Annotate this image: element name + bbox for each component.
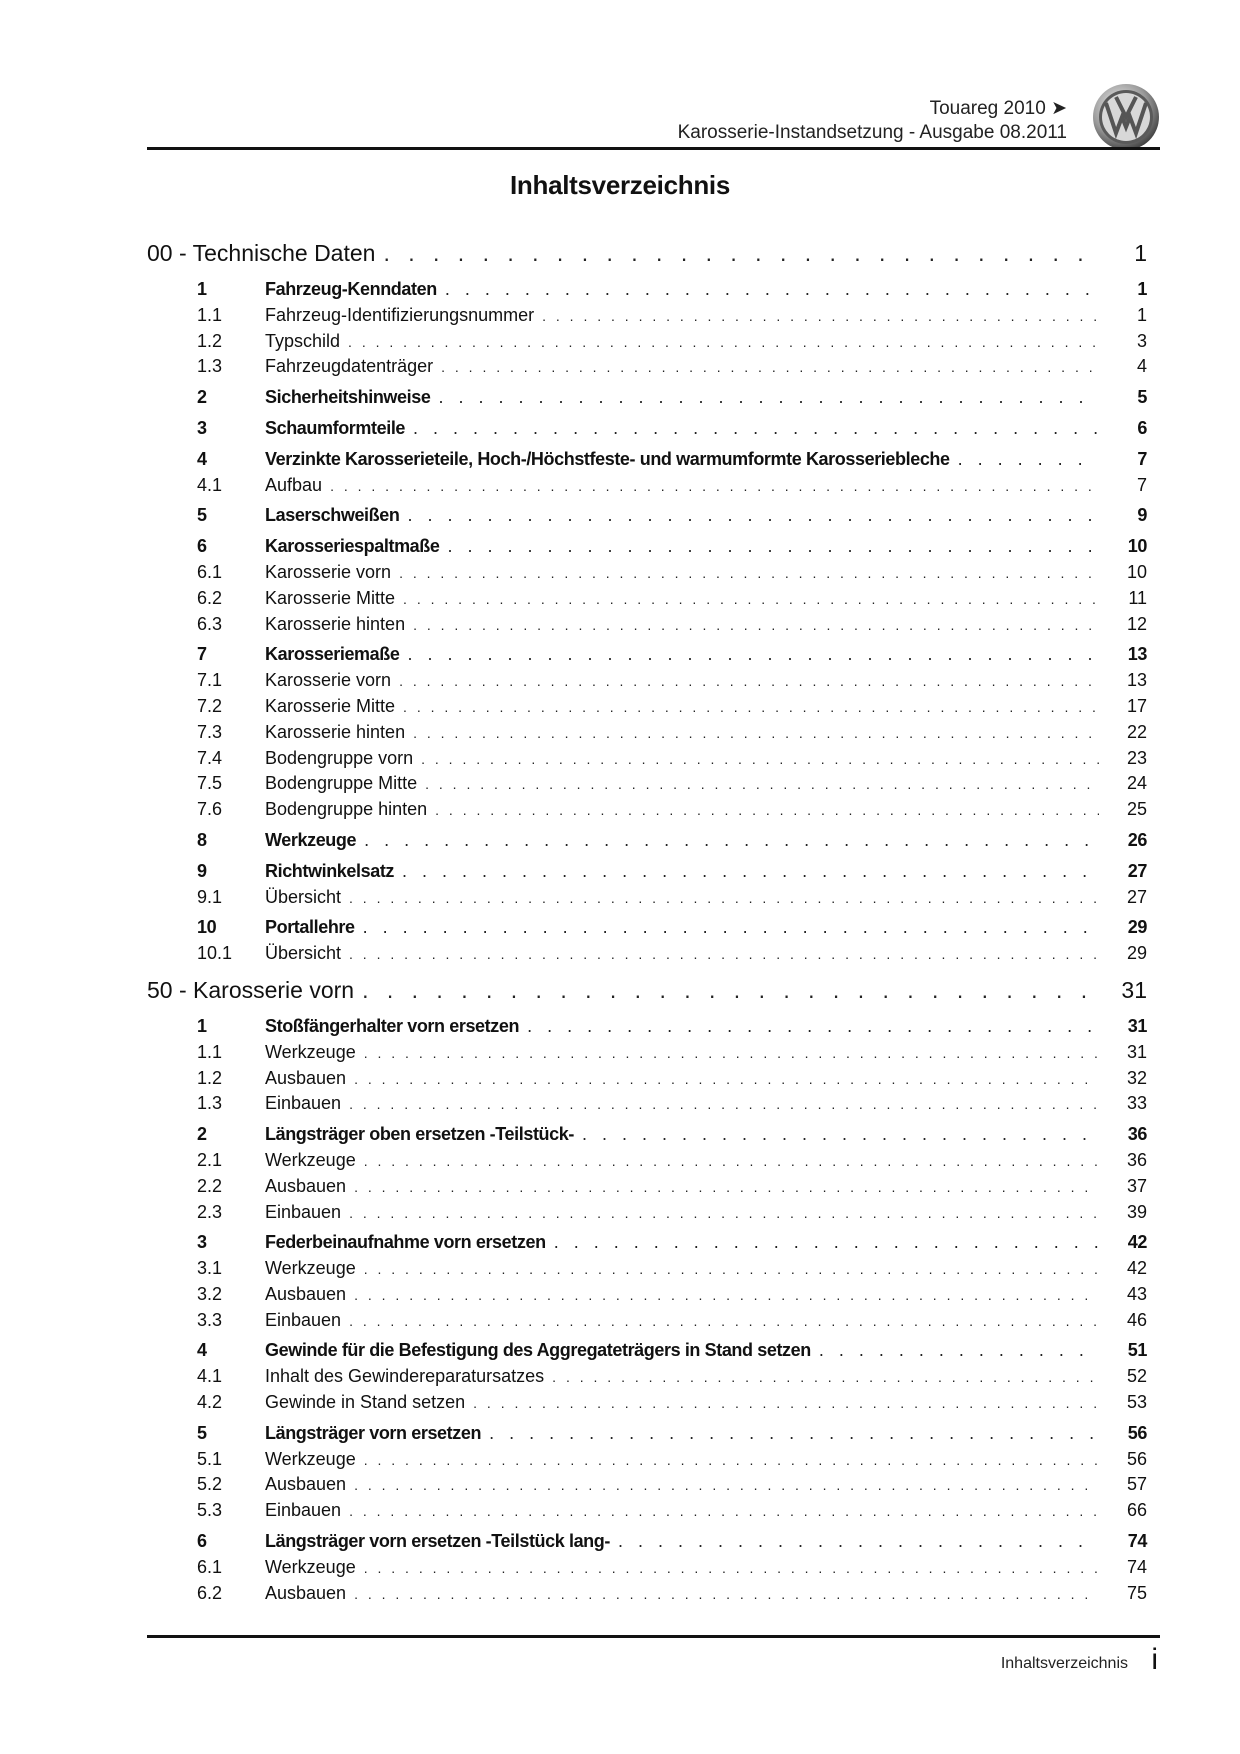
toc-entry-number: 6.2 bbox=[197, 1582, 223, 1603]
toc-entry-page[interactable]: 39 bbox=[1126, 1201, 1147, 1222]
toc-entry-number: 5 bbox=[197, 505, 207, 526]
toc-entry-section[interactable] bbox=[147, 1423, 1147, 1449]
toc-entry-page[interactable]: 74 bbox=[1126, 1556, 1147, 1577]
toc-entry-section[interactable] bbox=[147, 505, 1147, 531]
dot-leader bbox=[349, 1503, 1099, 1519]
toc-entry-title[interactable]: Werkzeuge bbox=[265, 1448, 356, 1469]
toc-entry-number: 3.2 bbox=[197, 1283, 223, 1304]
toc-entry-title[interactable]: Einbauen bbox=[265, 1309, 342, 1330]
toc-entry-title[interactable]: Federbeinaufnahme vorn ersetzen bbox=[265, 1232, 546, 1253]
toc-entry-sub[interactable] bbox=[147, 1474, 1147, 1500]
dot-leader bbox=[542, 308, 1099, 324]
toc-entry-page[interactable]: 9 bbox=[1137, 505, 1147, 526]
toc-entry-page[interactable]: 7 bbox=[1137, 448, 1147, 469]
dot-leader bbox=[618, 1531, 1099, 1552]
toc-entry-number: 4.1 bbox=[197, 474, 223, 495]
page-title: Inhaltsverzeichnis bbox=[509, 170, 731, 200]
toc-entry-section[interactable] bbox=[147, 418, 1147, 444]
toc-entry-section[interactable] bbox=[147, 536, 1147, 562]
toc-entry-page[interactable]: 26 bbox=[1127, 829, 1147, 850]
toc-entry-number: 3 bbox=[197, 1232, 207, 1253]
toc-entry-number: 6 bbox=[197, 1531, 207, 1552]
dot-leader bbox=[413, 617, 1099, 633]
toc-entry-page[interactable]: 27 bbox=[1126, 886, 1147, 907]
toc-entry-number: 6.1 bbox=[197, 561, 223, 582]
toc-entry-section[interactable] bbox=[147, 917, 1147, 943]
toc-entry-title[interactable]: Übersicht bbox=[265, 886, 342, 907]
toc-entry-sub[interactable] bbox=[147, 1449, 1147, 1475]
toc-entry-title[interactable]: Werkzeuge bbox=[265, 1556, 356, 1577]
toc-entry-title[interactable]: Typschild bbox=[265, 330, 341, 351]
toc-entry-page[interactable]: 3 bbox=[1136, 330, 1147, 351]
dot-leader bbox=[362, 977, 1099, 1004]
toc-entry-sub[interactable] bbox=[147, 1500, 1147, 1526]
toc-entry-number: 4.1 bbox=[197, 1366, 223, 1387]
toc-entry-title[interactable]: Bodengruppe hinten bbox=[265, 799, 428, 820]
toc-entry-number: 6.2 bbox=[197, 587, 223, 608]
toc-entry-title[interactable]: Verzinkte Karosserieteile, Hoch-/Höchstfeste- und warmumformte Karosseriebleche bbox=[265, 448, 950, 469]
toc-entry-page[interactable]: 51 bbox=[1127, 1340, 1147, 1361]
toc-entry-page[interactable]: 66 bbox=[1126, 1500, 1147, 1521]
dot-leader bbox=[552, 1369, 1099, 1385]
toc-entry-page[interactable]: 25 bbox=[1126, 799, 1147, 820]
toc-entry-number: 6 bbox=[197, 536, 207, 557]
dot-leader bbox=[527, 1016, 1099, 1037]
toc-entry-title[interactable]: Bodengruppe vorn bbox=[265, 747, 414, 768]
dot-leader bbox=[349, 1313, 1099, 1329]
toc-entry-number: 4 bbox=[197, 448, 207, 469]
toc-entry-title[interactable]: Ausbauen bbox=[265, 1474, 347, 1495]
dot-leader bbox=[349, 946, 1099, 962]
toc-entry-sub[interactable] bbox=[147, 475, 1147, 501]
toc-entry-page[interactable]: 33 bbox=[1126, 1093, 1147, 1114]
toc-entry-title[interactable]: Bodengruppe Mitte bbox=[265, 773, 418, 794]
toc-entry-number: 5 bbox=[197, 1422, 207, 1443]
toc-entry-page[interactable]: 22 bbox=[1126, 721, 1147, 742]
toc-entry-title[interactable]: Aufbau bbox=[265, 474, 323, 495]
toc-entry-sub[interactable] bbox=[147, 614, 1147, 640]
toc-entry-sub[interactable] bbox=[147, 305, 1147, 331]
toc-entry-page[interactable]: 31 bbox=[1121, 976, 1147, 1003]
dot-leader bbox=[958, 449, 1099, 470]
toc-entry-sub[interactable] bbox=[147, 1583, 1147, 1609]
toc-entry-section[interactable] bbox=[147, 644, 1147, 670]
toc-entry-title[interactable]: Richtwinkelsatz bbox=[265, 860, 395, 881]
toc-entry-sub[interactable] bbox=[147, 943, 1147, 969]
toc-entry-page[interactable]: 46 bbox=[1126, 1309, 1147, 1330]
toc-entry-number: 1.2 bbox=[197, 330, 223, 351]
toc-entry-number: 3.1 bbox=[197, 1258, 223, 1279]
toc-entry-page[interactable]: 13 bbox=[1127, 644, 1147, 665]
toc-entry-page[interactable]: 10 bbox=[1126, 561, 1147, 582]
dot-leader bbox=[554, 1232, 1099, 1253]
toc-entry-page[interactable]: 53 bbox=[1126, 1392, 1147, 1413]
dot-leader bbox=[348, 334, 1099, 350]
toc-entry-page[interactable]: 1 bbox=[1136, 304, 1147, 325]
toc-entry-title[interactable]: Portallehre bbox=[265, 917, 355, 938]
dot-leader bbox=[407, 644, 1099, 665]
toc-entry-page[interactable]: 42 bbox=[1126, 1258, 1147, 1279]
toc-entry-number: 7.1 bbox=[197, 670, 223, 691]
toc-entry-number: 8 bbox=[197, 829, 207, 850]
dot-leader bbox=[354, 1586, 1099, 1602]
toc-entry-title[interactable]: Einbauen bbox=[265, 1201, 342, 1222]
toc-entry-number: 10.1 bbox=[197, 943, 233, 964]
toc-entry-page[interactable]: 13 bbox=[1126, 670, 1147, 691]
footer-rule bbox=[147, 1635, 1160, 1638]
toc-entry-sub[interactable] bbox=[147, 1366, 1147, 1392]
dot-leader bbox=[330, 478, 1099, 494]
toc-entry-number: 9 bbox=[197, 860, 207, 881]
toc-entry-sub[interactable] bbox=[147, 1202, 1147, 1228]
toc-entry-sub[interactable] bbox=[147, 331, 1147, 357]
toc-entry-number: 1 bbox=[197, 279, 207, 299]
footer-page-number: i bbox=[1151, 1643, 1158, 1676]
toc-entry-number: 1.1 bbox=[197, 304, 223, 325]
toc-entry-sub[interactable] bbox=[147, 696, 1147, 722]
page-header bbox=[147, 95, 1160, 155]
dot-leader bbox=[349, 890, 1099, 906]
header-rule bbox=[147, 147, 1160, 150]
toc-entry-number: 5.2 bbox=[197, 1474, 223, 1495]
toc-entry-title[interactable]: Karosserie hinten bbox=[265, 613, 406, 634]
vw-logo-icon bbox=[1092, 83, 1160, 151]
toc-entry-number: 1 bbox=[197, 1015, 207, 1036]
toc-entry-page[interactable]: 56 bbox=[1126, 1448, 1147, 1469]
toc-entry-title[interactable]: Karosseriespaltmaße bbox=[265, 536, 440, 557]
toc-entry-title[interactable]: Karosserie Mitte bbox=[265, 587, 396, 608]
toc-entry-number: 3.3 bbox=[197, 1309, 223, 1330]
dot-leader bbox=[349, 1096, 1099, 1112]
toc-entry-page[interactable]: 29 bbox=[1126, 943, 1147, 964]
toc-entry-section[interactable] bbox=[147, 279, 1147, 305]
toc-entry-title[interactable]: Karosserie vorn bbox=[265, 561, 392, 582]
toc-entry-page[interactable]: 12 bbox=[1126, 613, 1147, 634]
toc-entry-section[interactable] bbox=[147, 1016, 1147, 1042]
toc-entry-number: 2.2 bbox=[197, 1175, 223, 1196]
toc-entry-title[interactable]: Übersicht bbox=[265, 943, 342, 964]
toc-entry-section[interactable] bbox=[147, 1340, 1147, 1366]
dot-leader bbox=[413, 418, 1099, 439]
toc-entry-title[interactable]: Stoßfängerhalter vorn ersetzen bbox=[265, 1015, 520, 1036]
toc-entry-page[interactable]: 31 bbox=[1126, 1041, 1147, 1062]
toc-entry-title[interactable]: Ausbauen bbox=[265, 1582, 347, 1603]
footer-label: Inhaltsverzeichnis bbox=[1000, 1655, 1128, 1672]
dot-leader bbox=[364, 1045, 1099, 1061]
toc-entry-page[interactable]: 5 bbox=[1137, 387, 1147, 408]
dot-leader bbox=[425, 776, 1099, 792]
toc-entry-title[interactable]: Ausbauen bbox=[265, 1175, 347, 1196]
toc-entry-page[interactable]: 43 bbox=[1126, 1283, 1147, 1304]
toc-entry-page[interactable]: 75 bbox=[1126, 1582, 1147, 1603]
toc-entry-title[interactable]: Karosseriemaße bbox=[265, 644, 400, 665]
toc-entry-page[interactable]: 10 bbox=[1127, 536, 1147, 557]
toc-entry-sub[interactable] bbox=[147, 1176, 1147, 1202]
toc-entry-page[interactable]: 52 bbox=[1126, 1366, 1147, 1387]
toc-entry-title[interactable]: Inhalt des Gewindereparatursatzes bbox=[265, 1366, 545, 1387]
dot-leader bbox=[363, 917, 1099, 938]
toc-entry-number: 2 bbox=[197, 1124, 207, 1145]
header-subtitle: Karosserie-Instandsetzung - Ausgabe 08.2011 bbox=[677, 122, 1067, 143]
dot-leader bbox=[354, 1179, 1099, 1195]
toc-entry-number: 2.1 bbox=[197, 1149, 223, 1170]
toc-entry-sub[interactable] bbox=[147, 1310, 1147, 1336]
toc-entry-page[interactable]: 24 bbox=[1126, 773, 1147, 794]
toc-entry-title[interactable]: Längsträger oben ersetzen -Teilstück- bbox=[265, 1124, 574, 1145]
toc-entry-title[interactable]: Gewinde für die Befestigung des Aggregateträgers in Stand setzen bbox=[265, 1340, 811, 1361]
dot-leader bbox=[445, 279, 1099, 300]
toc-entry-number: 2 bbox=[197, 387, 207, 408]
dot-leader bbox=[407, 505, 1099, 526]
page-footer bbox=[147, 1635, 1160, 1676]
toc-entry-sub[interactable] bbox=[147, 773, 1147, 799]
toc-entry-page[interactable]: 31 bbox=[1127, 1015, 1147, 1036]
toc-entry-title[interactable]: Fahrzeugdatenträger bbox=[265, 356, 434, 377]
toc-entry-page[interactable]: 7 bbox=[1136, 474, 1147, 495]
toc-entry-page[interactable]: 23 bbox=[1126, 747, 1147, 768]
toc-entry-number: 5.1 bbox=[197, 1448, 223, 1469]
toc-entry-section[interactable] bbox=[147, 1531, 1147, 1557]
header-model: Touareg 2010 ➤ bbox=[929, 98, 1067, 119]
toc-entry-page[interactable]: 29 bbox=[1127, 917, 1147, 938]
toc-entry-title[interactable]: Längsträger vorn ersetzen bbox=[265, 1422, 482, 1443]
toc-entry-title[interactable]: Karosserie hinten bbox=[265, 721, 406, 742]
toc-entry-page[interactable]: 1 bbox=[1134, 240, 1147, 266]
toc-entry-number: 4.2 bbox=[197, 1392, 223, 1413]
toc-entry-section[interactable] bbox=[147, 1232, 1147, 1258]
toc-entry-page[interactable]: 36 bbox=[1127, 1124, 1147, 1145]
toc-entry-section[interactable] bbox=[147, 830, 1147, 856]
toc-entry-sub[interactable] bbox=[147, 1068, 1147, 1094]
toc-entry-title[interactable]: Sicherheitshinweise bbox=[265, 387, 431, 408]
dot-leader bbox=[435, 802, 1099, 818]
toc-entry-title[interactable]: Fahrzeug-Kenndaten bbox=[265, 279, 437, 299]
toc-entry-chapter[interactable] bbox=[147, 977, 1147, 1011]
toc-entry-sub[interactable] bbox=[147, 670, 1147, 696]
toc-entry-title[interactable]: Karosserie vorn bbox=[265, 670, 392, 691]
toc-entry-sub[interactable] bbox=[147, 799, 1147, 825]
dot-leader bbox=[354, 1477, 1099, 1493]
dot-leader bbox=[349, 1205, 1099, 1221]
dot-leader bbox=[438, 387, 1099, 408]
dot-leader bbox=[441, 359, 1099, 375]
toc-entry-section[interactable] bbox=[147, 387, 1147, 413]
toc-entry-number: 9.1 bbox=[197, 886, 223, 907]
toc-entry-number: 7.2 bbox=[197, 695, 223, 716]
toc-entry-number: 7 bbox=[197, 644, 207, 665]
dot-leader bbox=[364, 1153, 1099, 1169]
toc-entry-section[interactable] bbox=[147, 449, 1147, 475]
dot-leader bbox=[399, 565, 1099, 581]
toc-entry-title[interactable]: Werkzeuge bbox=[265, 829, 357, 850]
toc-entry-page[interactable]: 1 bbox=[1137, 279, 1147, 299]
toc-entry-page[interactable]: 32 bbox=[1126, 1067, 1147, 1088]
toc-entry-page[interactable]: 57 bbox=[1126, 1474, 1147, 1495]
dot-leader bbox=[364, 1452, 1099, 1468]
toc-entry-sub[interactable] bbox=[147, 562, 1147, 588]
toc-entry-number: 7.3 bbox=[197, 721, 223, 742]
toc-entry-chapter[interactable] bbox=[147, 240, 1147, 274]
dot-leader bbox=[448, 536, 1100, 557]
toc-entry-title[interactable]: 00 - Technische Daten bbox=[147, 240, 376, 266]
toc-entry-page[interactable]: 6 bbox=[1137, 417, 1147, 438]
dot-leader bbox=[421, 751, 1099, 767]
dot-leader bbox=[354, 1287, 1099, 1303]
toc-entry-number: 7.6 bbox=[197, 799, 223, 820]
toc-entry-number: 6.1 bbox=[197, 1556, 223, 1577]
toc-entry-page[interactable]: 27 bbox=[1127, 860, 1147, 881]
toc-entry-title[interactable]: Längsträger vorn ersetzen -Teilstück lang- bbox=[265, 1531, 610, 1552]
toc-entry-sub[interactable] bbox=[147, 1392, 1147, 1418]
toc-entry-sub[interactable] bbox=[147, 1150, 1147, 1176]
toc-entry-sub[interactable] bbox=[147, 588, 1147, 614]
toc-entry-number: 1.3 bbox=[197, 1093, 223, 1114]
toc-entry-sub[interactable] bbox=[147, 887, 1147, 913]
header-text bbox=[678, 97, 1067, 145]
toc-entry-page[interactable]: 17 bbox=[1126, 695, 1147, 716]
dot-leader bbox=[403, 699, 1099, 715]
dot-leader bbox=[403, 591, 1099, 607]
toc-entry-page[interactable]: 36 bbox=[1126, 1149, 1147, 1170]
toc-entry-title[interactable]: Ausbauen bbox=[265, 1283, 347, 1304]
dot-leader bbox=[399, 673, 1099, 689]
toc-entry-number: 2.3 bbox=[197, 1201, 223, 1222]
toc-entry-sub[interactable] bbox=[147, 1093, 1147, 1119]
dot-leader bbox=[413, 725, 1099, 741]
toc-entry-page[interactable]: 74 bbox=[1127, 1531, 1147, 1552]
toc-entry-title[interactable]: Werkzeuge bbox=[265, 1149, 356, 1170]
toc-entry-title[interactable]: Einbauen bbox=[265, 1093, 342, 1114]
toc-entry-number: 1.1 bbox=[197, 1041, 223, 1062]
toc-entry-number: 1.3 bbox=[197, 356, 223, 377]
dot-leader bbox=[364, 830, 1099, 851]
toc-entry-title[interactable]: Fahrzeug-Identifizierungsnummer bbox=[265, 304, 535, 325]
toc-entry-title[interactable]: Karosserie Mitte bbox=[265, 695, 396, 716]
toc-entry-title[interactable]: Laserschweißen bbox=[265, 505, 400, 526]
toc-entry-page[interactable]: 56 bbox=[1127, 1422, 1147, 1443]
toc-entry-section[interactable] bbox=[147, 861, 1147, 887]
toc-entry-number: 7.5 bbox=[197, 773, 223, 794]
toc-entry-sub[interactable] bbox=[147, 1258, 1147, 1284]
toc-entry-number: 6.3 bbox=[197, 613, 223, 634]
toc-entry-sub[interactable] bbox=[147, 356, 1147, 382]
toc-entry-sub[interactable] bbox=[147, 748, 1147, 774]
dot-leader bbox=[383, 240, 1099, 267]
toc-entry-number: 3 bbox=[197, 417, 207, 438]
toc-entry-number: 4 bbox=[197, 1340, 207, 1361]
toc-entry-number: 10 bbox=[197, 917, 217, 938]
toc-entry-sub[interactable] bbox=[147, 1042, 1147, 1068]
toc-entry-page[interactable]: 11 bbox=[1128, 587, 1147, 608]
toc-entry-title[interactable]: Werkzeuge bbox=[265, 1041, 356, 1062]
dot-leader bbox=[354, 1071, 1099, 1087]
toc-entry-sub[interactable] bbox=[147, 722, 1147, 748]
toc-entry-title[interactable]: 50 - Karosserie vorn bbox=[147, 976, 355, 1003]
toc-entry-page[interactable]: 4 bbox=[1136, 356, 1147, 377]
dot-leader bbox=[473, 1395, 1099, 1411]
toc-entry-number: 5.3 bbox=[197, 1500, 223, 1521]
toc-entry-title[interactable]: Werkzeuge bbox=[265, 1258, 356, 1279]
toc-entry-page[interactable]: 37 bbox=[1126, 1175, 1147, 1196]
dot-leader bbox=[489, 1423, 1099, 1444]
dot-leader bbox=[364, 1261, 1099, 1277]
toc-entry-title[interactable]: Schaumformteile bbox=[265, 417, 406, 438]
toc-entry-page[interactable]: 42 bbox=[1127, 1232, 1147, 1253]
toc-entry-title[interactable]: Einbauen bbox=[265, 1500, 342, 1521]
dot-leader bbox=[364, 1560, 1099, 1576]
toc-entry-sub[interactable] bbox=[147, 1284, 1147, 1310]
toc-entry-sub[interactable] bbox=[147, 1557, 1147, 1583]
dot-leader bbox=[402, 861, 1099, 882]
toc-entry-section[interactable] bbox=[147, 1124, 1147, 1150]
toc-entry-title[interactable]: Gewinde in Stand setzen bbox=[265, 1392, 466, 1413]
dot-leader bbox=[582, 1124, 1099, 1145]
toc-entry-number: 1.2 bbox=[197, 1067, 223, 1088]
dot-leader bbox=[819, 1340, 1099, 1361]
toc-entry-title[interactable]: Ausbauen bbox=[265, 1067, 347, 1088]
toc-entry-number: 7.4 bbox=[197, 747, 223, 768]
table-of-contents bbox=[147, 240, 1147, 1608]
